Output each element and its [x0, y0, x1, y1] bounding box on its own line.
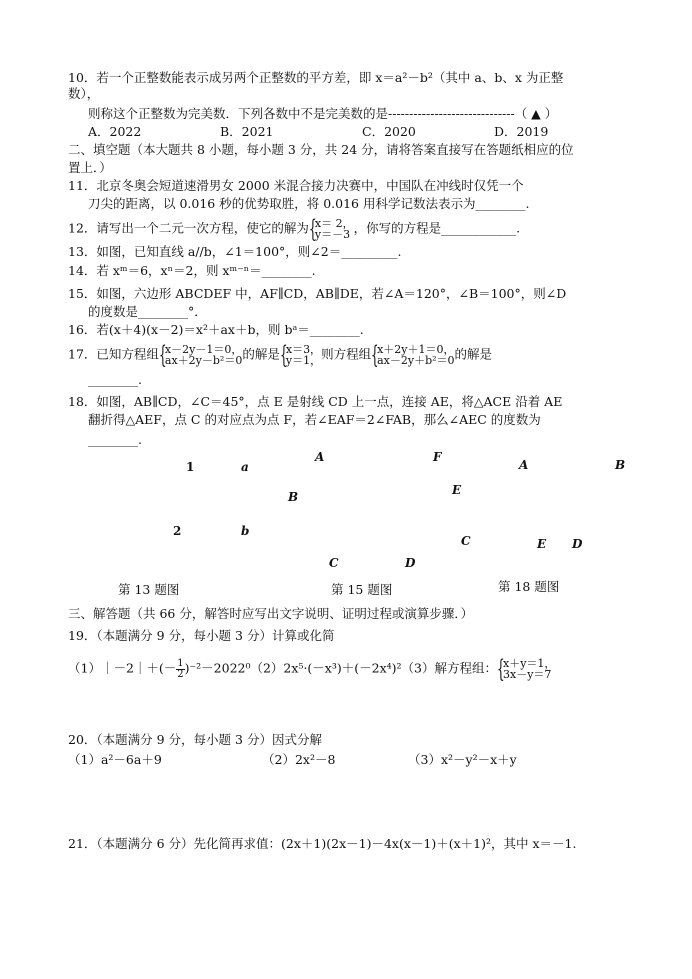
q19-parts — [68, 655, 556, 683]
q10-line3: 则称这个正整数为完美数．下列各数中不是完美数的是------------------------------（ ▲ ） — [88, 106, 558, 121]
q21-line: 21．（本题满分 6 分）先化简再求值：(2x＋1)(2x－1)－4x(x－1)＋(x＋1)²，其中 x＝－1. — [68, 836, 577, 851]
q19-title: 19．（本题满分 9 分，每小题 3 分）计算或化简 — [68, 628, 335, 643]
q17-sys1-eq2: ax＋2y－b²＝0 — [164, 354, 243, 367]
fig18-point-d: D — [572, 537, 583, 551]
q11-line1: 11．北京冬奥会短道速滑男女 2000 米混合接力决赛中，中国队在冲线时仅凭一个 — [68, 178, 524, 193]
q17-text-b: 的解是 — [242, 346, 280, 362]
fig15-point-d: D — [405, 556, 416, 570]
q10-line2: 数）， — [68, 86, 100, 101]
q19-fraction — [176, 659, 184, 680]
fig18-caption: 第 18 题图 — [498, 579, 560, 594]
q12-text-b: ，你写的方程是____________. — [353, 220, 521, 236]
q17-system1: { x－2y－1＝0， ax＋2y－b²＝0 — [158, 341, 243, 369]
q15-line1: 15．如图，六边形 ABCDEF 中，AF∥CD，AB∥DE，若∠A＝120°，∠B＝100°，则∠D — [68, 286, 567, 301]
q17-sys2-eq2: y＝1， — [285, 354, 322, 367]
q17-text-c: 则方程组 — [321, 346, 372, 362]
q17-sys1-eq1: x－2y－1＝0， — [164, 343, 243, 356]
q19-part1-a: （1）｜－2｜＋(－ — [68, 660, 177, 676]
fig13-caption: 第 13 题图 — [118, 582, 180, 597]
fig13-angle2-label: 2 — [173, 524, 182, 538]
q20-part2: （2）2x²－8 — [262, 752, 336, 767]
fig18-point-c: C — [461, 534, 471, 548]
q14-line: 14．若 xᵐ＝6，xⁿ＝2，则 xᵐ⁻ⁿ＝________. — [68, 263, 316, 278]
section2-heading-line1: 二、填空题（本大题共 8 小题，每小题 3 分，共 24 分，请将答案直接写在答题纸相应的位 — [68, 142, 574, 157]
q20-title: 20．（本题满分 9 分，每小题 3 分）因式分解 — [68, 732, 322, 747]
q17-line1 — [68, 341, 493, 369]
q19-fraction-numerator: 1 — [177, 657, 184, 669]
q19-sys-eq2: 3x－y＝7 — [503, 668, 552, 681]
q19-fraction-denominator: 2 — [177, 668, 184, 680]
q17-text-d: 的解是 — [454, 346, 493, 362]
q10-option-c: C．2020 — [362, 124, 416, 139]
q20-part1: （1）a²－6a＋9 — [68, 752, 162, 767]
q19-sys-eq1: x＋y＝1， — [503, 657, 556, 670]
q13-line: 13．如图，已知直线 a//b，∠1＝100°，则∠2＝_________. — [68, 244, 402, 259]
q10-option-d: D．2019 — [494, 124, 549, 139]
fig18-point-e-upper: E — [452, 483, 462, 497]
fig13-line-a-label: a — [241, 460, 249, 474]
q10-line1: 10．若一个正整数能表示成另两个正整数的平方差，即 x＝a²－b²（其中 a、b、x 为正整 — [68, 70, 564, 85]
q17-sys2-eq1: x＝3， — [285, 343, 322, 356]
q10-option-b: B．2021 — [220, 124, 274, 139]
q17-line2: ________. — [88, 372, 142, 387]
q10-option-a: A．2022 — [88, 124, 142, 139]
q18-line1: 18．如图，AB∥CD，∠C＝45°，点 E 是射线 CD 上一点，连接 AE，将△ACE 沿着 AE — [68, 394, 563, 409]
q17-system3: { x＋2y＋1＝0， ax－2y＋b²＝0 — [371, 341, 455, 369]
q12-line — [68, 215, 521, 243]
q19-system: { x＋y＝1， 3x－y＝7 — [497, 655, 556, 683]
q17-system2: { x＝3， y＝1， — [279, 341, 322, 369]
q11-line2: 刀尖的距离，以 0.016 秒的优势取胜，将 0.016 用科学记数法表示为________. — [88, 196, 530, 211]
q17-sys3-eq1: x＋2y＋1＝0， — [377, 343, 455, 356]
section3-heading: 三、解答题（共 66 分，解答时应写出文字说明、证明过程或演算步骤．） — [68, 606, 474, 621]
q15-line2: 的度数是________°． — [88, 304, 207, 319]
q16-line: 16．若(x＋4)(x－2)＝x²＋ax＋b，则 bᵃ＝________. — [68, 322, 364, 337]
q12-sys-eq2: y＝－3 — [314, 228, 351, 241]
q17-sys3-eq2: ax－2y＋b²＝0 — [377, 354, 455, 367]
fig15-point-c: C — [329, 556, 339, 570]
fig18-point-f: F — [433, 450, 442, 464]
q18-line2: 翻折得△AEF，点 C 的对应点为点 F，若∠EAF＝2∠FAB，那么∠AEC 的度数为 — [88, 412, 541, 427]
fig13-line-b-label: b — [241, 524, 250, 538]
q12-sys-eq1: x＝ 2， — [314, 217, 354, 230]
fig15-caption: 第 15 题图 — [331, 582, 393, 597]
q19-part2: （2）2x⁵·(－x³)＋(－2x⁴)² — [250, 660, 402, 676]
q20-part3: （3）x²－y²－x＋y — [408, 752, 517, 767]
q12-system: { x＝ 2， y＝－3 — [308, 215, 354, 243]
fig18-point-a: A — [519, 458, 529, 472]
q12-text-a: 12．请写出一个二元一次方程，使它的解为 — [68, 220, 309, 236]
q19-part1-b: )⁻²－2022⁰ — [184, 660, 251, 676]
section2-heading-line2: 置上．） — [68, 160, 112, 175]
q17-text-a: 17．已知方程组 — [68, 346, 159, 362]
fig18-point-b: B — [615, 458, 626, 472]
fig15-point-a: A — [315, 450, 325, 464]
q18-line3: ________. — [88, 432, 142, 447]
fig18-point-e: E — [537, 537, 547, 551]
fig15-point-b: B — [288, 490, 299, 504]
fig13-angle1-label: 1 — [186, 460, 195, 474]
q19-part3: （3）解方程组： — [401, 660, 497, 676]
